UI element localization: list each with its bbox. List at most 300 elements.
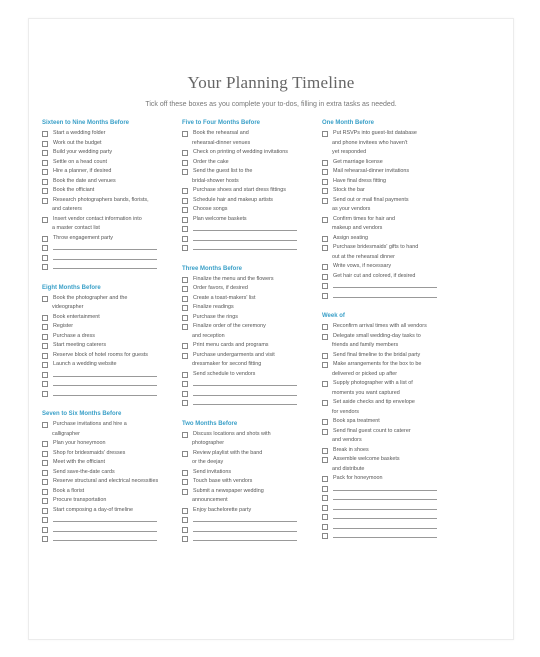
checklist-item (322, 262, 447, 272)
blank-checklist-item (182, 224, 307, 234)
checklist-item-label: yet responded (332, 149, 367, 155)
checklist-item (42, 449, 167, 459)
checkbox[interactable] (182, 432, 188, 438)
checklist-item (182, 430, 307, 440)
checkbox[interactable] (322, 274, 328, 280)
checklist-item (182, 487, 307, 497)
checklist-item-label: Assemble welcome baskets (333, 456, 400, 462)
checklist-item-continuation (42, 303, 167, 313)
checklist-item (322, 158, 447, 168)
checklist-item-label: Research photographers bands, florists, (53, 196, 149, 203)
checklist-item (42, 177, 167, 187)
blank-checklist-item (42, 243, 167, 253)
checklist-item-label: and phone invitees who haven't (332, 139, 408, 146)
checklist-item (42, 468, 167, 478)
checklist-item-label: Put RSVPs into guest-list database (333, 130, 417, 136)
blank-checklist-item (322, 493, 447, 503)
section-heading: Week of (322, 313, 345, 319)
checklist-item-label: Purchase invitations and hire a (53, 421, 127, 427)
checklist-item-label: Hire a planner, if desired (53, 168, 112, 174)
checklist-item-label: Finalize the menu and the flowers (193, 275, 274, 282)
checkbox[interactable] (42, 527, 48, 533)
checklist-item-label: Schedule hair and makeup artists (193, 196, 274, 203)
checklist-item-label: Finalize readings (193, 304, 234, 310)
blank-checklist-item (322, 281, 447, 291)
checkbox[interactable] (322, 324, 328, 330)
checklist-item (182, 468, 307, 478)
blank-checklist-item (322, 522, 447, 532)
section-heading: One Month Before (322, 120, 374, 126)
checkbox[interactable] (182, 381, 188, 387)
checkbox[interactable] (322, 283, 328, 289)
checklist-item-label: Send invitations (193, 468, 232, 475)
checkbox[interactable] (322, 334, 328, 340)
checkbox[interactable] (322, 264, 328, 270)
write-in-line[interactable] (53, 534, 157, 541)
checkbox[interactable] (42, 188, 48, 194)
write-in-line[interactable] (193, 534, 297, 541)
blank-checklist-item (182, 515, 307, 525)
checklist-item-label: Book entertainment (53, 313, 100, 320)
checkbox[interactable] (322, 169, 328, 175)
checklist-item (42, 496, 167, 506)
checkbox[interactable] (322, 400, 328, 406)
checklist-item-label: Stock the bar (333, 187, 365, 193)
checkbox[interactable] (42, 150, 48, 156)
checkbox[interactable] (322, 505, 328, 511)
checkbox[interactable] (182, 315, 188, 321)
checklist-item (42, 351, 167, 361)
write-in-line[interactable] (53, 262, 157, 269)
checkbox[interactable] (42, 255, 48, 261)
write-in-line[interactable] (53, 253, 157, 260)
checklist-item (182, 215, 307, 225)
checkbox[interactable] (42, 169, 48, 175)
checkbox[interactable] (322, 457, 328, 463)
checklist-item-label: Delegate small wedding-day tasks to (333, 332, 421, 339)
checkbox[interactable] (182, 527, 188, 533)
checklist-item (42, 360, 167, 370)
write-in-line[interactable] (193, 379, 297, 386)
checklist-item (182, 322, 307, 332)
checkbox[interactable] (322, 486, 328, 492)
checklist-item-label: Enjoy bachelorette party (193, 506, 252, 513)
checklist-item-label: Plan your honeymoon (53, 440, 106, 446)
section-heading: Seven to Six Months Before (42, 411, 122, 417)
checklist-item (42, 196, 167, 206)
checklist-item-label: and distribute (332, 465, 365, 472)
checklist-item-label: calligrapher (52, 430, 80, 437)
checklist-item (182, 284, 307, 294)
checklist-item-label: Submit a newspaper wedding (193, 487, 264, 494)
checkbox[interactable] (322, 188, 328, 194)
checklist-item-label: Check on printing of wedding invitations (193, 149, 288, 155)
checklist-item (322, 177, 447, 187)
write-in-line[interactable] (53, 525, 157, 532)
timeline-section (42, 409, 167, 544)
checkbox[interactable] (182, 343, 188, 349)
checkbox[interactable] (182, 286, 188, 292)
checklist-item (182, 341, 307, 351)
blank-checklist-item (42, 525, 167, 535)
checklist-item (322, 215, 447, 225)
checkbox[interactable] (322, 429, 328, 435)
checklist-item (42, 148, 167, 158)
checklist-item-label: photographer (192, 440, 225, 446)
checklist-item (42, 167, 167, 177)
checkbox[interactable] (42, 245, 48, 251)
blank-checklist-item (42, 515, 167, 525)
checklist-item-continuation (42, 430, 167, 440)
checklist-item (182, 196, 307, 206)
checkbox[interactable] (42, 217, 48, 223)
checkbox[interactable] (182, 479, 188, 485)
checkbox[interactable] (182, 245, 188, 251)
checkbox[interactable] (42, 296, 48, 302)
checkbox[interactable] (42, 489, 48, 495)
blank-checklist-item (42, 370, 167, 380)
checklist-item-label: Settle on a head count (53, 158, 107, 165)
checkbox[interactable] (182, 217, 188, 223)
column-1 (42, 118, 167, 555)
write-in-line[interactable] (333, 531, 437, 538)
checkbox[interactable] (42, 381, 48, 387)
checklist-item (182, 129, 307, 139)
checklist-item (42, 186, 167, 196)
write-in-line[interactable] (193, 398, 297, 405)
checklist-item (42, 294, 167, 304)
checkbox[interactable] (42, 264, 48, 270)
checkbox[interactable] (42, 508, 48, 514)
checkbox[interactable] (42, 451, 48, 457)
checklist-item (182, 294, 307, 304)
checkbox[interactable] (322, 293, 328, 299)
blank-checklist-item (42, 534, 167, 544)
checklist-item-label: Start a wedding folder (53, 130, 106, 136)
checklist-item-label: Choose songs (193, 206, 228, 212)
checklist-item-continuation (182, 360, 307, 370)
checklist-item-label: a master contact list (52, 225, 100, 231)
checklist-item (42, 158, 167, 168)
checkbox[interactable] (322, 381, 328, 387)
checklist-item-label: Order favors, if desired (193, 285, 248, 291)
checklist-item (42, 139, 167, 149)
checkbox[interactable] (322, 362, 328, 368)
checkbox[interactable] (182, 305, 188, 311)
checklist-item-label: Send final timeline to the bridal party (333, 351, 421, 358)
write-in-line[interactable] (333, 291, 437, 298)
timeline-section (182, 264, 307, 408)
checklist-item-continuation (322, 341, 447, 351)
blank-checklist-item (42, 262, 167, 272)
checklist-item-continuation (182, 439, 307, 449)
checkbox[interactable] (42, 141, 48, 147)
checkbox[interactable] (182, 207, 188, 213)
checklist-item-label: Assign seating (333, 234, 369, 241)
checklist-item-label: Book the photographer and the (53, 294, 128, 301)
section-heading: Three Months Before (182, 265, 243, 272)
checkbox[interactable] (42, 441, 48, 447)
timeline-section (182, 419, 307, 544)
checkbox[interactable] (182, 236, 188, 242)
checkbox[interactable] (182, 489, 188, 495)
checkbox[interactable] (42, 479, 48, 485)
checkbox[interactable] (182, 400, 188, 406)
checkbox[interactable] (182, 536, 188, 542)
timeline-section (322, 311, 447, 541)
checkbox[interactable] (322, 217, 328, 223)
checkbox[interactable] (322, 179, 328, 185)
checklist-item (42, 487, 167, 497)
checkbox[interactable] (322, 533, 328, 539)
checkbox[interactable] (322, 160, 328, 166)
write-in-line[interactable] (333, 493, 437, 500)
checkbox[interactable] (42, 536, 48, 542)
checklist-item-label: Send the guest list to the (193, 168, 253, 174)
checkbox[interactable] (42, 343, 48, 349)
checkbox[interactable] (42, 236, 48, 242)
write-in-line[interactable] (53, 370, 157, 377)
checklist-item-label: Book spa treatment (333, 418, 380, 424)
checklist-item (42, 322, 167, 332)
write-in-line[interactable] (193, 224, 297, 231)
write-in-line[interactable] (53, 389, 157, 396)
checklist-item-label: Start meeting caterers (53, 342, 107, 348)
checklist-item-continuation (42, 205, 167, 215)
checklist-item-label: Start composing a day-of timeline (53, 506, 133, 513)
checklist-item (42, 129, 167, 139)
checkbox[interactable] (182, 160, 188, 166)
write-in-line[interactable] (333, 522, 437, 529)
checklist-item-label: Get marriage license (333, 158, 383, 165)
checklist-item-label: Discuss locations and shots with (193, 430, 271, 437)
write-in-line[interactable] (193, 515, 297, 522)
checklist-item (322, 455, 447, 465)
checklist-item (322, 243, 447, 253)
checklist-item-label: Launch a wedding website (53, 361, 117, 367)
checkbox[interactable] (322, 236, 328, 242)
checklist-item (42, 506, 167, 516)
checklist-item (322, 322, 447, 332)
checkbox[interactable] (182, 296, 188, 302)
checklist-item-label: or the deejay (192, 459, 224, 465)
checklist-item-continuation (182, 332, 307, 342)
checkbox[interactable] (322, 524, 328, 530)
blank-checklist-item (182, 243, 307, 253)
checklist-item-label: moments you want captured (332, 389, 400, 396)
checkbox[interactable] (182, 353, 188, 359)
checklist-item-label: as your vendors (332, 206, 371, 212)
write-in-line[interactable] (193, 234, 297, 241)
checkbox[interactable] (322, 198, 328, 204)
checklist-item-continuation (322, 436, 447, 446)
checklist-item-label: Reserve structural and electrical necessities (53, 478, 159, 484)
write-in-line[interactable] (333, 484, 437, 491)
blank-checklist-item (322, 512, 447, 522)
checkbox[interactable] (322, 419, 328, 425)
checklist-item-label: Supply photographer with a list of (333, 380, 413, 386)
blank-checklist-item (182, 379, 307, 389)
checkbox[interactable] (42, 160, 48, 166)
blank-checklist-item (42, 253, 167, 263)
checklist-item-continuation (42, 224, 167, 234)
checklist-item (42, 332, 167, 342)
checkbox[interactable] (42, 324, 48, 330)
checklist-item-label: Insert vendor contact information into (53, 215, 142, 222)
checkbox[interactable] (182, 226, 188, 232)
checkbox[interactable] (182, 198, 188, 204)
checklist-item (322, 196, 447, 206)
checklist-item-label: Confirm times for hair and (333, 215, 396, 222)
checklist-item-continuation (322, 253, 447, 263)
checklist-item-label: Send final guest count to caterer (333, 427, 411, 434)
checklist-item (182, 313, 307, 323)
checkbox[interactable] (42, 460, 48, 466)
checklist-item-label: Touch base with vendors (193, 478, 253, 484)
checklist-item-label: Work out the budget (53, 139, 102, 146)
checklist-item-continuation (322, 224, 447, 234)
checklist-item-label: Have final dress fitting (333, 177, 387, 184)
checklist-item-label: Shop for bridesmaids' dresses (53, 449, 126, 456)
checklist-item-label: Finalize order of the ceremony (193, 323, 266, 329)
checklist-item-label: Order the cake (193, 158, 229, 165)
checklist-item-label: and caterers (52, 206, 82, 212)
checklist-item-label: Purchase a dress (53, 332, 95, 339)
write-in-line[interactable] (53, 379, 157, 386)
checkbox[interactable] (322, 245, 328, 251)
blank-checklist-item (322, 291, 447, 301)
checklist-item (322, 474, 447, 484)
write-in-line[interactable] (333, 281, 437, 288)
checkbox[interactable] (42, 198, 48, 204)
checkbox[interactable] (182, 508, 188, 514)
checklist-item (42, 313, 167, 323)
checklist-item-continuation (182, 177, 307, 187)
timeline-section (182, 118, 307, 253)
checklist-item-label: Write vows, if necessary (333, 263, 392, 269)
checkbox[interactable] (322, 448, 328, 454)
checklist-item-continuation (322, 148, 447, 158)
checklist-item (182, 370, 307, 380)
checkbox[interactable] (322, 131, 328, 137)
checkbox[interactable] (42, 334, 48, 340)
write-in-line[interactable] (193, 243, 297, 250)
checkbox[interactable] (42, 315, 48, 321)
write-in-line[interactable] (333, 503, 437, 510)
blank-checklist-item (42, 379, 167, 389)
checklist-item-label: rehearsal-dinner venues (192, 139, 251, 146)
checkbox[interactable] (182, 131, 188, 137)
checkbox[interactable] (182, 470, 188, 476)
write-in-line[interactable] (333, 512, 437, 519)
timeline-section (42, 118, 167, 272)
checkbox[interactable] (42, 422, 48, 428)
checklist-item-continuation (322, 139, 447, 149)
write-in-line[interactable] (53, 243, 157, 250)
checklist-item-continuation (322, 389, 447, 399)
checklist-item (182, 148, 307, 158)
checkbox[interactable] (42, 131, 48, 137)
checkbox[interactable] (42, 179, 48, 185)
checklist-item-label: Build your wedding party (53, 149, 113, 155)
blank-checklist-item (322, 503, 447, 513)
checklist-item (322, 234, 447, 244)
checkbox[interactable] (182, 188, 188, 194)
checklist-item-continuation (322, 408, 447, 418)
checkbox[interactable] (42, 362, 48, 368)
checkbox[interactable] (182, 517, 188, 523)
checklist-item-label: Purchase the rings (193, 313, 238, 320)
checkbox[interactable] (182, 277, 188, 283)
checklist-item-label: Send out or mail final payments (333, 196, 409, 203)
checklist-item (322, 167, 447, 177)
checklist-item-label: delivered or picked up after (332, 370, 398, 377)
checkbox[interactable] (182, 169, 188, 175)
checklist-item (42, 439, 167, 449)
checklist-item-label: Mail rehearsal-dinner invitations (333, 168, 410, 174)
checklist-item-label: Purchase undergarments and visit (193, 351, 275, 358)
write-in-line[interactable] (193, 525, 297, 532)
checkbox[interactable] (182, 324, 188, 330)
checklist-item-label: Meet with the officiant (53, 459, 106, 465)
page-title: Your Planning Timeline (187, 73, 355, 92)
checklist-item (182, 351, 307, 361)
checkbox[interactable] (322, 353, 328, 359)
checklist-item (182, 167, 307, 177)
checklist-item-label: Throw engagement party (53, 234, 113, 241)
blank-checklist-item (182, 525, 307, 535)
checkbox[interactable] (322, 514, 328, 520)
checklist-item (182, 205, 307, 215)
checkbox[interactable] (42, 498, 48, 504)
checkbox[interactable] (42, 391, 48, 397)
checklist-item (42, 341, 167, 351)
checklist-item (42, 215, 167, 225)
checklist-item-label: out at the rehearsal dinner (332, 253, 395, 260)
checklist-item-label: Register (53, 323, 74, 329)
checkbox[interactable] (322, 476, 328, 482)
write-in-line[interactable] (193, 389, 297, 396)
checkbox[interactable] (42, 372, 48, 378)
checkbox[interactable] (182, 372, 188, 378)
checklist-item-label: for vendors (332, 408, 359, 415)
page-subtitle: Tick off these boxes as you complete your to-dos, filling in extra tasks as needed. (145, 101, 397, 108)
checklist-item-continuation (322, 370, 447, 380)
checklist-item-label: Book the date and venues (53, 177, 116, 184)
section-heading: Two Months Before (182, 420, 238, 427)
checklist-item (322, 417, 447, 427)
checkbox[interactable] (42, 517, 48, 523)
column-3 (322, 118, 447, 552)
checkbox[interactable] (322, 495, 328, 501)
checklist-item (182, 275, 307, 285)
checkbox[interactable] (42, 470, 48, 476)
checkbox[interactable] (182, 451, 188, 457)
checkbox[interactable] (42, 353, 48, 359)
checkbox[interactable] (182, 391, 188, 397)
timeline-section (42, 283, 167, 399)
checkbox[interactable] (182, 150, 188, 156)
checklist-item-label: and vendors (332, 437, 362, 443)
checklist-item-continuation (322, 465, 447, 475)
checklist-item-label: Reconfirm arrival times with all vendors (333, 323, 427, 329)
checklist-item-label: dressmaker for second fitting (192, 361, 262, 367)
blank-checklist-item (182, 389, 307, 399)
checklist-item (42, 458, 167, 468)
write-in-line[interactable] (53, 515, 157, 522)
checklist-item-continuation (182, 139, 307, 149)
checklist-item-label: Create a toast-makers' list (193, 294, 256, 301)
